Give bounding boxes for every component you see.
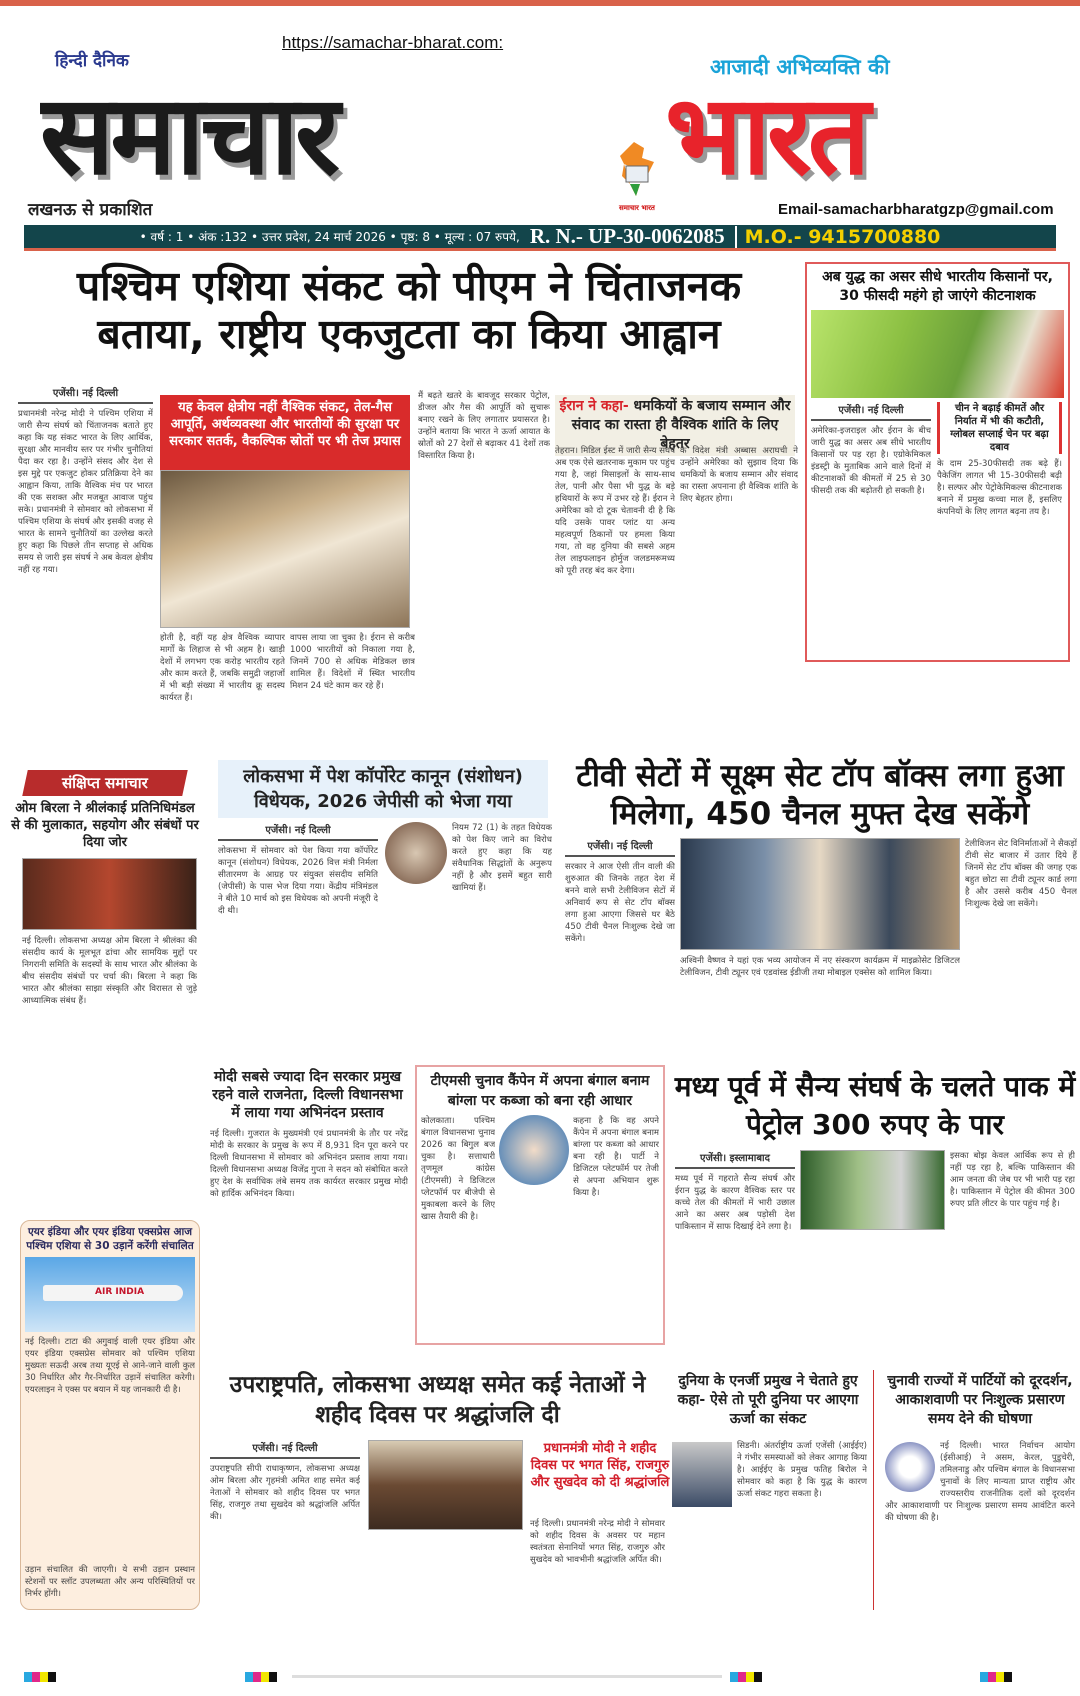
farmers-story-box <box>805 262 1070 662</box>
election-body: नई दिल्ली। भारत निर्वाचन आयोग (ईसीआई) ने असम, केरल, पुडुचेरी, तमिलनाडु और पश्चिम बंगाल के विधानसभा चुनावों के लिए मान्यता प्राप्त राष्ट्रीय और राज्यस्तरीय राजनीतिक दलों को दूरदर्शन और आकाशवाणी पर निःशुल्क प्रसारण समय आवंटित करने की घोषणा की है। <box>885 1441 1075 1523</box>
lead-highlight-box: यह केवल क्षेत्रीय नहीं वैश्विक संकट, तेल-गैस आपूर्ति, अर्थव्यवस्था और भारतीयों की सुरक्षा पर सरकार सतर्क, वैकल्पिक स्रोतों पर भी तेज प्रयास <box>160 395 410 470</box>
tmc-body: कोलकाता। पश्चिम बंगाल विधानसभा चुनाव 2026 का बिगुल बज चुका है। सत्ताधारी तृणमूल कांग्रेस (टीएमसी) ने डिजिटल प्लेटफॉर्म पर बीजेपी से मुकाबला करने के लिए खास तैयारी की है। <box>421 1116 496 1222</box>
pak-body-2: इसका बोझ केवल आर्थिक रूप से ही नहीं पड़ रहा है, बल्कि पाकिस्तान की आम जनता की जेब पर भी भारी पड़ रहा है। पाकिस्तान में पेट्रोल की कीमत 300 रुपए प्रति लीटर के पार पहुंच गई है। <box>950 1151 1075 1209</box>
election-commission-logo-icon <box>885 1442 935 1492</box>
paper-type-label: हिन्दी दैनिक <box>55 51 129 71</box>
election-broadcast-headline: चुनावी राज्यों में पार्टियों को दूरदर्शन, आकाशवाणी पर निःशुल्क प्रसारण समय देने की घोषणा <box>887 1373 1073 1427</box>
color-registration-mark <box>730 1672 762 1682</box>
iran-headline-text: धमकियों के बजाय सम्मान और संवाद का रास्ता ही वैश्विक शांति के लिए बेहतर <box>571 398 791 452</box>
lead-column-1 <box>18 385 153 648</box>
tv-column-1 <box>565 838 675 1061</box>
air-india-body-end: उड़ान संचालित की जाएगी। ये सभी उड़ान प्रस्थान स्टेशनों पर स्लॉट उपलब्धता और अन्य परिस्थितियों पर निर्भर होंगी। <box>25 1565 195 1599</box>
lead-body-4: वापस लाया जा चुका है। ईरान से करीब 1000 भारतीयों को निकाला गया है, जिनमें 700 से अधिक मेडिकल छात्र शामिल हैं। विदेशों में स्थित भारतीय मिशन 24 घंटे काम कर रहे हैं। <box>290 633 415 691</box>
tv-body-3: टेलीविजन सेट विनिर्माताओं ने सैकड़ों टीवी सेट बाजार में उतार दिये हैं जिनमें सेट टॉप बॉक्स की जगह एक बहुत छोटा सा टीवी ट्यूनर कार्ड लगा है और उससे करीब 450 चैनल निःशुल्क देखे जा सकेंगे। <box>965 839 1077 909</box>
iran-body-2: के विदेश मंत्री अब्बास अराघची ने उन्होंने अमेरिका को सुझाव दिया कि धमकियों के बजाय सम्मान और संवाद का रास्ता अपनाना ही वैश्विक शांति के लिए बेहतर होगा। <box>680 446 798 504</box>
briefs-section-label <box>22 770 188 796</box>
farmers-caption: चीन ने बढ़ाई कीमतें और निर्यात में भी की कटौती, ग्लोबल सप्लाई चेन पर बढ़ा दबाव <box>937 402 1062 454</box>
pm-modi-photo <box>160 470 410 628</box>
fatih-birol-photo <box>672 1442 732 1507</box>
color-registration-mark <box>980 1672 1012 1682</box>
tv-headline: टीवी सेटों में सूक्ष्म सेट टॉप बॉक्स लगा हुआ मिलेगा, 450 चैनल मुफ्त देख सकेंगे <box>576 758 1064 832</box>
lead-body-2: मैं बढ़ते खतरे के बावजूद सरकार पेट्रोल, डीजल और गैस की आपूर्ति को सुचारू बनाए रखने के लिए लगातार प्रयासरत है। उन्होंने बताया कि भारत ने ऊर्जा आयात के स्रोतों को 27 देशों से बढ़ाकर 41 देशों तक विस्तारित किया है। <box>418 391 550 461</box>
farmers-headline: अब युद्ध का असर सीधे भारतीय किसानों पर, 30 फीसदी महंगे हो जाएंगे कीटनाशक <box>822 269 1053 304</box>
fold-line <box>292 1675 722 1678</box>
mobile-number: M.O.- 9415700880 <box>735 226 941 248</box>
pm-tribute-headline: प्रधानमंत्री मोदी ने शहीद दिवस पर भगत सिंह, राजगुरु और सुखदेव को दी श्रद्धांजलि <box>530 1441 670 1490</box>
tmc-body-2: कहना है कि वह अपने कैंपेन में अपना बंगाल बनाम बांग्ला पर कब्जा को आधार बना रही है। पार्टी ने डिजिटल प्लेटफॉर्म पर तेजी से अपना अभियान शुरू किया है। <box>573 1116 659 1198</box>
farmers-byline: एजेंसी। नई दिल्ली <box>811 402 931 421</box>
martyrs-column-1 <box>210 1440 360 1613</box>
martyrs-statue-photo <box>368 1440 523 1530</box>
lead-headline: पश्चिम एशिया संकट को पीएम ने चिंताजनक बताया, राष्ट्रीय एकजुटता का किया आह्वान <box>76 262 742 358</box>
air-india-body: नई दिल्ली। टाटा की अगुवाई वाली एयर इंडिया और एयर इंडिया एक्सप्रेस सोमवार को पश्चिम एशिया मुख्यतः सऊदी अरब तथा यूएई से आने-जाने वाली कुल 30 निर्धारित और गैर-निर्धारित उड़ानें संचालित करेगी। एयरलाइन ने एक्स पर बयान में यह जानकारी दी है। <box>25 1337 195 1395</box>
registration-number: R. N.- UP-30-0062085 <box>529 224 725 248</box>
briefs-headline: ओम बिरला ने श्रीलंकाई प्रतिनिधिमंडल से की मुलाकात, सहयोग और संबंधों पर दिया जोर <box>11 801 199 850</box>
modi-record-body: नई दिल्ली। गुजरात के मुख्यमंत्री एवं प्रधानमंत्री के तौर पर नरेंद्र मोदी के सरकार के प्रमुख के रूप में 8,931 दिन पूरा करने पर दिल्ली विधानसभा में सोमवार को अभिनंदन प्रस्ताव लाया गया। दिल्ली विधानसभा अध्यक्ष विजेंद्र गुप्ता ने सदन को संबोधित करते हुए देश के सर्वाधिक लंबे समय तक कार्यरत सरकार प्रमुख मोदी को हार्दिक अभिनंदन किया। <box>210 1129 408 1199</box>
logo-label: समाचार भारत <box>619 204 655 212</box>
masthead-title-part1: समाचार <box>40 80 336 192</box>
tv-launch-event-photo <box>680 838 960 950</box>
sitharaman-photo <box>385 822 447 884</box>
tv-body: सरकार ने आज ऐसी तीन वाली की शुरुआत की जिनके तहत देश में बनने वाले सभी टेलीविजन सेटों में अनिवार्य रूप से सेट टॉप बॉक्स लगा हुआ आएगा जिससे घर बैठे 450 टीवी चैनल निःशुल्क देखे जा सकेंगे। <box>565 862 675 944</box>
martyrs-byline: एजेंसी। नई दिल्ली <box>210 1440 360 1459</box>
bill-byline: एजेंसी। नई दिल्ली <box>218 822 378 841</box>
petrol-pump-photo <box>800 1150 945 1230</box>
bill-body-2: नियम 72 (1) के तहत विधेयक को पेश किए जाने का विरोध करते हुए कहा कि यह संवैधानिक सिद्धांतों के अनुरूप नहीं है और इसमें बहुत सारी खामियां हैं। <box>452 823 552 893</box>
iran-body: तेहरान। मिडिल ईस्ट में जारी सैन्य संघर्ष अब एक ऐसे खतरनाक मुकाम पर पहुंच गया है, जहां मिसाइलों के साथ-साथ तेल, पानी और पैसा भी युद्ध के बड़े हथियारों के रूप में उभर रहे हैं। ईरान ने अमेरिका को दो टूक चेतावनी दी है कि यदि उसके पावर प्लांट या अन्य महत्वपूर्ण ठिकानों पर हमला किया गया, तो वह दुनिया की सबसे अहम तेल लाइफलाइन होर्मुज जलडमरूमध्य को पूरी तरह बंद कर देगा। <box>555 446 675 576</box>
tagline: आजादी अभिव्यक्ति की <box>710 55 890 79</box>
color-registration-mark <box>24 1672 56 1682</box>
energy-crisis-headline: दुनिया के एनर्जी प्रमुख ने चेताते हुए कहा- ऐसे तो पूरी दुनिया पर आएगा ऊर्जा का संकट <box>677 1373 859 1427</box>
martyrs-day-headline: उपराष्ट्रपति, लोकसभा अध्यक्ष समेत कई नेताओं ने शहीद दिवस पर श्रद्धांजलि दी <box>229 1372 646 1428</box>
farmers-body: अमेरिका-इजराइल और ईरान के बीच जारी युद्ध का असर अब सीधे भारतीय किसानों पर पड़ रहा है। एग्रोकेमिकल इंडस्ट्री के मुताबिक आने वाले दिनों में कीटनाशकों की कीमतों में 25 से 30 फीसदी तक की बढ़ोतरी हो सकती है। <box>811 426 931 496</box>
tmc-story-box <box>415 1065 665 1345</box>
tv-byline: एजेंसी। नई दिल्ली <box>565 838 675 857</box>
pak-column-1 <box>675 1150 795 1368</box>
iran-headline-prefix: ईरान ने कहा- <box>559 398 629 414</box>
bill-column-1 <box>218 822 378 1070</box>
martyrs-body: उपराष्ट्रपति सीपी राधाकृष्णन, लोकसभा अध्यक्ष ओम बिरला और गृहमंत्री अमित शाह समेत कई नेताओं ने सोमवार को शहीद दिवस पर भगत सिंह, राजगुरु तथा सुखदेव को श्रद्धांजलि अर्पित की। <box>210 1464 360 1522</box>
top-border <box>0 0 1080 6</box>
column-divider <box>873 1370 874 1610</box>
briefs-body: नई दिल्ली। लोकसभा अध्यक्ष ओम बिरला ने श्रीलंका की संसदीय कार्य के मूलभूत ढांचा और सामयिक मुद्दों पर निगरानी समिति के सदस्यों के साथ भारत और श्रीलंका के बीच संसदीय संबंधों पर चर्चा की। बिरला ने कहा कि भारत और श्रीलंका साझा संस्कृति और विरासत से जुड़े आध्यात्मिक संबंध हैं। <box>22 936 197 1006</box>
india-map-logo-icon <box>612 140 662 224</box>
energy-story-body-wrap <box>672 1440 867 1610</box>
energy-body: सिडनी। अंतर्राष्ट्रीय ऊर्जा एजेंसी (आईईए) ने गंभीर समस्याओं को लेकर आगाह किया है। आईईए के प्रमुख फतिह बिरोल ने सोमवार को कहा है कि युद्ध के कारण ऊर्जा संकट गहरा सकता है। <box>737 1441 867 1499</box>
bill-headline: लोकसभा में पेश कॉर्पोरेट कानून (संशोधन) विधेयक, 2026 जेपीसी को भेजा गया <box>218 760 548 818</box>
farmers-body-2: के दाम 25-30फीसदी तक बढ़े हैं। पैकेजिंग लागत भी 15-30फीसदी बढ़ी है। सल्फर और पेट्रोकेमिकल्स कीटनाशक बनाने में प्रमुख कच्चा माल हैं, इसलिए कंपनियों के लिए लागत बढ़ना तय है। <box>937 459 1062 517</box>
air-india-story-box <box>20 1220 200 1610</box>
air-india-headline: एयर इंडिया और एयर इंडिया एक्सप्रेस आज पश्चिम एशिया से 30 उड़ानें करेंगी संचालित <box>26 1226 194 1252</box>
website-link[interactable]: https://samachar-bharat.com: <box>282 33 504 52</box>
lead-body: प्रधानमंत्री नरेन्द्र मोदी ने पश्चिम एशिया में जारी सैन्य संघर्ष को चिंताजनक बताते हुए कहा कि यह संकट भारत के लिए आर्थिक, सुरक्षा और मानवीय स्तर पर गंभीर चुनौतियां पैदा कर रहा है। उन्होंने संसद और देश से इस मुद्दे पर एकजुट होकर प्रतिक्रिया देने का आह्वान किया, ताकि वैश्विक मंच पर भारत की एक सशक्त और मजबूत आवाज पहुंच सके। प्रधानमंत्री ने सोमवार को लोकसभा में पश्चिम एशिया के संघर्ष और इसकी वजह से भारत के सामने चुनौतियों का उल्लेख करते हुए कहा कि पिछले तीन सप्ताह से अधिक समय से जारी इस संघर्ष ने अब केवल क्षेत्रीय नहीं रह गया। <box>18 409 153 575</box>
published-from: लखनऊ से प्रकाशित <box>28 200 153 220</box>
om-birla-meeting-photo <box>22 858 197 930</box>
color-registration-mark <box>245 1672 277 1682</box>
pesticide-spray-photo <box>811 310 1064 398</box>
issue-info-bar <box>24 225 1056 251</box>
bill-body: लोकसभा में सोमवार को पेश किया गया कॉर्पोरेट कानून (संशोधन) विधेयक, 2026 वित्त मंत्री निर्मला सीतारमण के आग्रह पर संयुक्त संसदीय समिति (जेपीसी) के पास भेज दिया गया। केंद्रीय मंत्रिमंडल ने बीते 10 मार्च को इस विधेयक को अपनी मंजूरी दे दी थी। <box>218 846 378 916</box>
masthead-title-part2: भारत <box>665 80 867 192</box>
air-india-plane-photo <box>25 1257 195 1332</box>
lead-byline: एजेंसी। नई दिल्ली <box>18 385 153 404</box>
tv-body-2: अश्विनी वैष्णव ने यहां एक भव्य आयोजन में नए संस्करण कार्यक्रम में माइक्रोसेट डिजिटल टेलीविजन, टीवी ट्यूनर एवं एडवांस्ड ईडीजी तथा मोबाइल एक्सेस को शामिल किया। <box>680 956 960 978</box>
lead-body-3: होती है, वहीं यह क्षेत्र वैश्विक व्यापार मार्गों के लिहाज से भी अहम है। खाड़ी देशों में लगभग एक करोड़ भारतीय रहते और काम करते हैं, जबकि समुद्री जहाजों में भी बड़ी संख्या में भारतीय क्रू सदस्य कार्यरत हैं। <box>160 633 285 703</box>
issue-details: • वर्ष : 1 • अंक :132 • उत्तर प्रदेश, 24 मार्च 2026 • पृष्ठ: 8 • मूल्य : 07 रुपये, <box>139 230 520 244</box>
briefs-section-text: संक्षिप्त समाचार <box>62 774 148 792</box>
pakistan-petrol-headline: मध्य पूर्व में सैन्य संघर्ष के चलते पाक में पेट्रोल 300 रुपए के पार <box>674 1070 1076 1141</box>
pak-body: मध्य पूर्व में गहराते सैन्य संघर्ष और ईरान युद्ध के कारण वैश्विक स्तर पर कच्चे तेल की कीमतों में भारी उछाल आने का असर अब पड़ोसी देश पाकिस्तान में साफ दिखाई देने लगा है। <box>675 1174 795 1232</box>
modi-record-headline: मोदी सबसे ज्यादा दिन सरकार प्रमुख रहने वाले राजनेता, दिल्ली विधानसभा में लाया गया अभिनंदन प्रस्ताव <box>212 1069 403 1121</box>
plane-label: AIR INDIA <box>95 1287 145 1297</box>
pm-tribute-body: नई दिल्ली। प्रधानमंत्री नरेन्द्र मोदी ने सोमवार को शहीद दिवस के अवसर पर महान स्वतंत्रता सेनानियों भगत सिंह, राजगुरु और सुखदेव को भावभीनी श्रद्धांजलि अर्पित की। <box>530 1519 665 1565</box>
pak-byline: एजेंसी। इस्लामाबाद <box>675 1150 795 1169</box>
election-story-body-wrap <box>885 1440 1075 1610</box>
tmc-headline: टीएमसी चुनाव कैंपेन में अपना बंगाल बनाम बांग्ला पर कब्जा को बना रही आधार <box>430 1073 650 1109</box>
mamata-photo <box>499 1115 569 1185</box>
contact-email[interactable]: Email-samacharbharatgzp@gmail.com <box>778 201 1054 218</box>
